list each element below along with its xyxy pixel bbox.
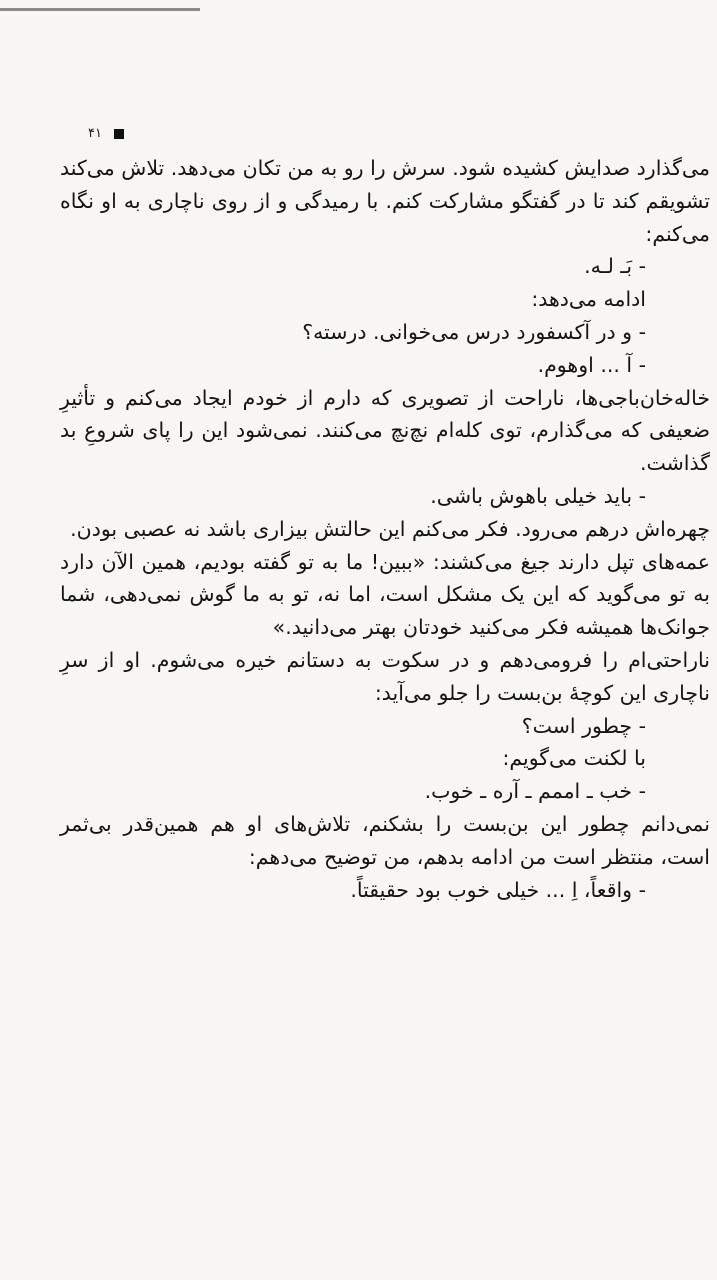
paragraph-dialogue: - بَـ لـه.: [584, 254, 646, 279]
paragraph-dialogue: - خب ـ اممم ـ آره ـ خوب.: [424, 779, 646, 804]
paragraph-dialogue: - آ ... اوهوم.: [537, 352, 646, 377]
paragraph-dialogue: - واقعاً، اِ ... خیلی خوب بود حقیقتاً.: [350, 877, 646, 902]
paragraph-narration: چهره‌اش درهم می‌رود. فکر می‌کنم این حالتش بیزاری باشد نه عصبی بودن.: [70, 516, 710, 541]
paragraph-narration: ناراحتی‌ام را فرومی‌دهم و در سکوت به دستانم خیره می‌شوم. او از سرِ ناچاری این کوچهٔ بن‌بست را جلو می‌آید:: [60, 647, 710, 705]
paragraph-narration: عمه‌های تپل دارند جیغ می‌کشند: «ببین! ما به تو گفته بودیم، همین الآن دارد به تو می‌گوید که این یک مشکل است، اما نه، تو به ما گوش نمی‌دهی، شما جوانک‌ها همیشه فکر می‌کنید خودتان بهتر می‌دانید.»: [60, 549, 710, 640]
paragraph-dialogue: - باید خیلی باهوش باشی.: [430, 483, 646, 508]
paragraph-dialogue: - و در آکسفورد درس می‌خوانی. درسته؟: [302, 319, 646, 344]
paragraph-dialogue: - چطور است؟: [521, 713, 646, 738]
top-edge-rule: [0, 8, 200, 11]
paragraph-narration: خاله‌خان‌باجی‌ها، ناراحت از تصویری که دارم از خودم ایجاد می‌کنم و تأثیرِ ضعیفی که می‌گذارم، توی کله‌ام نچ‌نچ می‌کنند. نمی‌شود این را پای شروعِ بد گذاشت.: [60, 385, 710, 476]
text-body: [60, 152, 710, 906]
paragraph-dialogue: با لکنت می‌گویم:: [502, 746, 646, 771]
paragraph-narration: می‌گذارد صدایش کشیده شود. سرش را رو به من تکان می‌دهد. تلاش می‌کند تشویقم کند تا در گفتگو مشارکت کنم. با رمیدگی و از روی ناچاری به او نگاه می‌کنم:: [60, 156, 710, 246]
paragraph-narration: نمی‌دانم چطور این بن‌بست را بشکنم، تلاش‌های او هم همین‌قدر بی‌ثمر است، منتظر است من ادامه بدهم، من توضیح می‌دهم:: [60, 811, 710, 869]
paragraph-dialogue: ادامه می‌دهد:: [531, 287, 646, 312]
black-square-icon: [114, 129, 124, 139]
page-header: [88, 126, 124, 141]
page-number: ۴۱: [88, 126, 102, 141]
